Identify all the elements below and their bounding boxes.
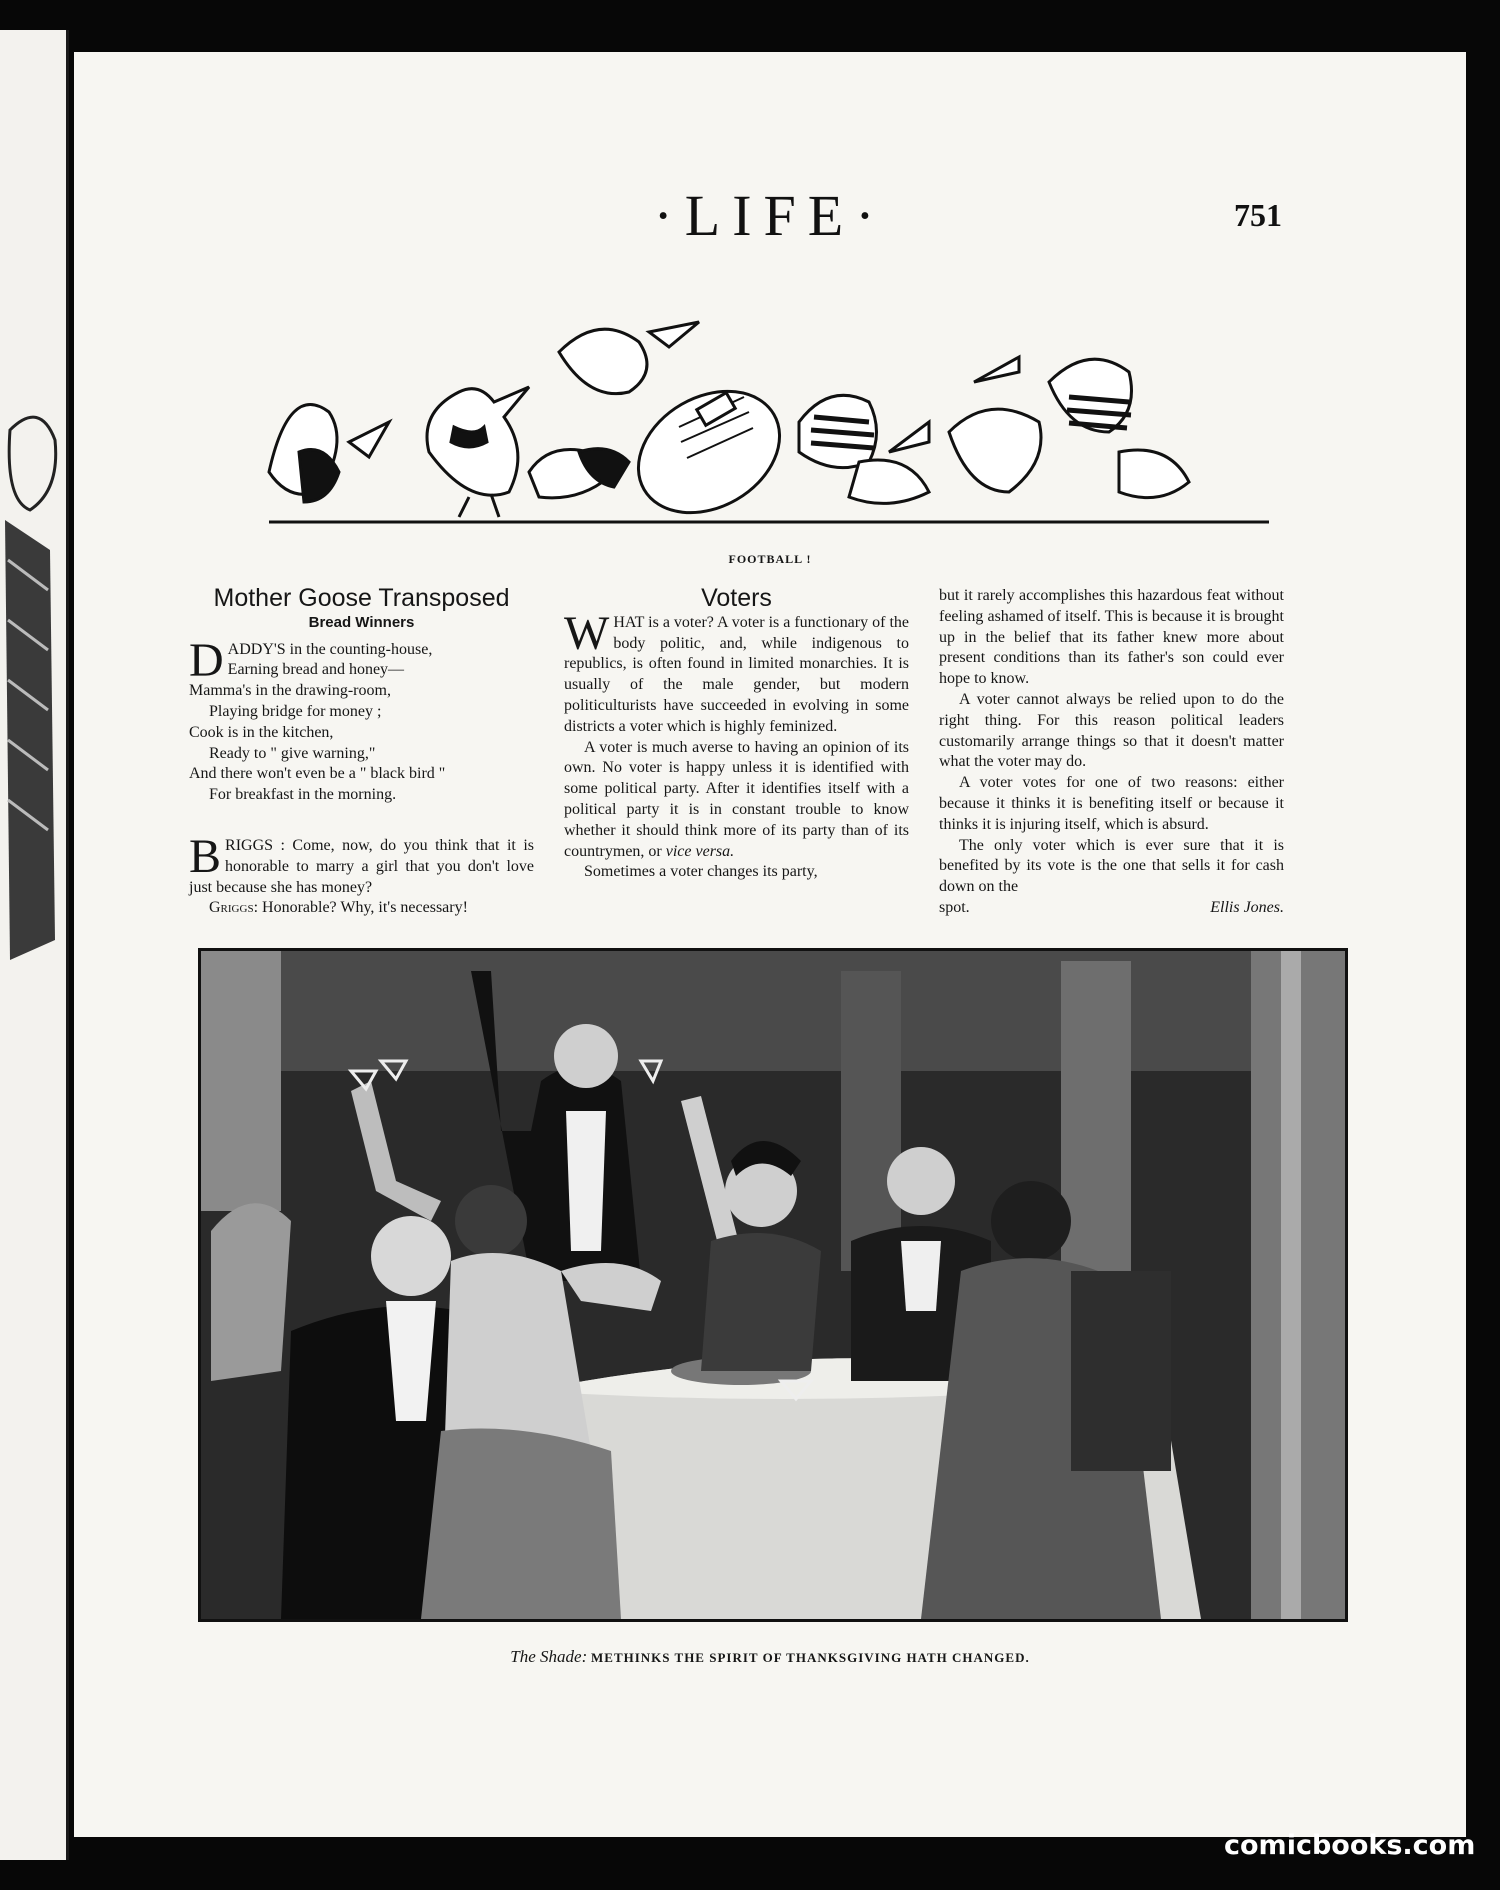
masthead-title: ·LIFE· <box>653 183 887 248</box>
illustration-caption <box>74 1647 1466 1667</box>
poem-verse <box>189 633 534 806</box>
joke-reply <box>189 898 534 919</box>
joke-reply-text: : Honorable? Why, it's necessary! <box>253 899 468 917</box>
poem-line: Earning bread and honey— <box>227 661 405 679</box>
voters-last-word: spot. <box>939 898 970 916</box>
poem-line: And there won't even be a " black bird " <box>189 765 446 783</box>
voters-p1-text: HAT is a voter? A voter is a functionary of the body politic, and, while indigenous to republics, is often found in limited monarchies. It is usually of the male gender, but modern politiculturists have succeeded in evolving in some districts a voter which is highly feminized. <box>564 613 909 735</box>
joke-dropcap: B <box>189 829 222 883</box>
poem-dropcap: D <box>189 633 224 687</box>
poem-line: Ready to " give warning," <box>209 744 376 762</box>
joke-first-line: RIGGS : Come, now, do you think that it is honorable to marry a girl that you don't love just because she has money? <box>189 836 534 896</box>
joke-paragraph <box>189 829 534 898</box>
caption-speaker: The Shade: <box>510 1647 588 1666</box>
magazine-page <box>74 52 1466 1837</box>
poem-line: Playing bridge for money ; <box>209 702 382 720</box>
column-right <box>939 586 1284 919</box>
voters-paragraph-4: A voter cannot always be relied upon to do the right thing. For this reason political leaders customarily arrange things so that it doesn't matter what the voter may do. <box>939 690 1284 771</box>
voters-paragraph-3: Sometimes a voter changes its party, <box>584 863 818 881</box>
football-ducks-cartoon <box>229 302 1309 527</box>
voters-paragraph-6: The only voter which is ever sure that it is benefited by its vote is the one that sells it for cash down on the <box>939 836 1284 896</box>
voters-paragraph-3-continued: but it rarely accomplishes this hazardous feat without feeling ashamed of itself. This is because it is brought up in the belief that its father knew more about present conditions than its father's son could ever hope to know. <box>939 587 1284 688</box>
voters-paragraph-5: A voter votes for one of two reasons: either because it thinks it is benefiting itself or because it thinks it is injuring itself, which is absurd. <box>939 774 1284 833</box>
dinner-party-scene <box>201 951 1345 1619</box>
poem-line: For breakfast in the morning. <box>209 786 397 804</box>
page-number: 751 <box>1234 197 1282 233</box>
voters-title: Voters <box>701 584 772 612</box>
poem-subtitle: Bread Winners <box>308 613 415 631</box>
voters-final-line <box>939 898 1284 919</box>
cartoon-caption: FOOTBALL ! <box>728 552 812 566</box>
facing-page-sketch <box>0 400 60 960</box>
poem-line: Mamma's in the drawing-room, <box>189 682 391 700</box>
poem-line: Cook is in the kitchen, <box>189 723 334 741</box>
facing-page-edge <box>0 30 69 1860</box>
poem-title: Mother Goose Transposed <box>213 584 510 612</box>
author-byline: Ellis Jones. <box>1210 898 1284 916</box>
column-middle <box>564 586 909 883</box>
column-left <box>189 586 534 919</box>
voters-paragraph-2 <box>564 738 909 863</box>
site-watermark: comicbooks.com <box>1224 1830 1476 1861</box>
caption-line: METHINKS THE SPIRIT OF THANKSGIVING HATH CHANGED. <box>591 1650 1030 1665</box>
thanksgiving-dinner-illustration <box>198 948 1348 1622</box>
voters-paragraph-1 <box>564 606 909 738</box>
poem-line: ADDY'S in the counting-house, <box>227 640 433 658</box>
voters-p2-italic: vice versa. <box>665 842 735 860</box>
voters-dropcap: W <box>564 606 610 660</box>
joke-second-speaker: Griggs <box>209 899 254 917</box>
voters-p2-text: A voter is much averse to having an opinion of its own. No voter is happy unless it is identified with some political party. After it identifies itself with a political party it is in constant trouble to know whether it should think more of its party than of its countrymen, or <box>564 738 909 860</box>
